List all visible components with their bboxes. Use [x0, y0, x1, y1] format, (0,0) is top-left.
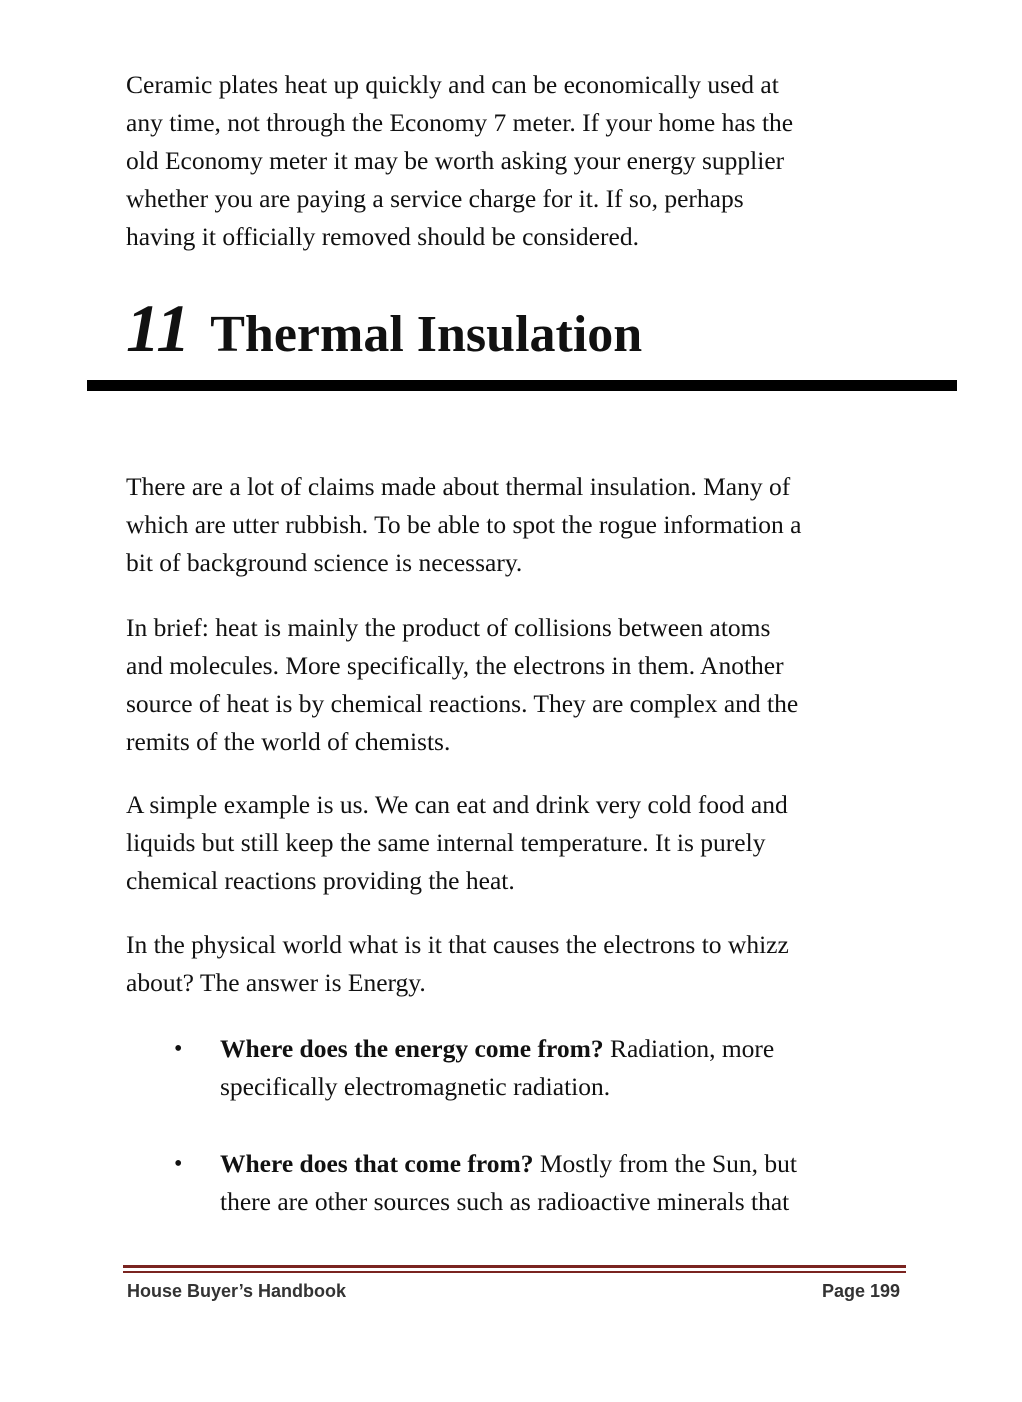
- footer-page-number: Page 199: [821, 1281, 900, 1301]
- bullet-body: [220, 1030, 910, 1106]
- paragraph-4-line-2: about? The answer is Energy.: [126, 968, 426, 997]
- paragraph-3: [126, 786, 906, 900]
- bullet-body: [220, 1145, 910, 1221]
- paragraph-2-line-1: In brief: heat is mainly the product of collisions between atoms: [126, 613, 771, 642]
- intro-line-5: having it officially removed should be considered.: [126, 222, 639, 251]
- paragraph-1-line-3: bit of background science is necessary.: [126, 548, 523, 577]
- chapter-divider: [87, 380, 957, 391]
- paragraph-2-line-3: source of heat is by chemical reactions. They are complex and the: [126, 689, 799, 718]
- intro-line-1: Ceramic plates heat up quickly and can be economically used at: [126, 70, 779, 99]
- paragraph-1-line-2: which are utter rubbish. To be able to spot the rogue information a: [126, 510, 802, 539]
- bullet-answer-line-1: Radiation, more: [603, 1034, 775, 1063]
- bullet-marker: •: [174, 1151, 183, 1177]
- paragraph-1: [126, 468, 906, 582]
- paragraph-3-line-2: liquids but still keep the same internal temperature. It is purely: [126, 828, 766, 857]
- paragraph-2-line-4: remits of the world of chemists.: [126, 727, 451, 756]
- footer-rule-thin: [123, 1271, 906, 1273]
- intro-paragraph: [126, 66, 906, 256]
- bullet-question: Where does the energy come from?: [220, 1034, 604, 1063]
- paragraph-2-line-2: and molecules. More specifically, the electrons in them. Another: [126, 651, 784, 680]
- bullet-question: Where does that come from?: [220, 1149, 534, 1178]
- intro-line-4: whether you are paying a service charge for it. If so, perhaps: [126, 184, 744, 213]
- paragraph-4: [126, 926, 906, 1002]
- footer-rule-thick: [123, 1265, 906, 1268]
- chapter-number: 11: [126, 290, 191, 366]
- paragraph-4-line-1: In the physical world what is it that causes the electrons to whizz: [126, 930, 789, 959]
- bullet-answer-line-1: Mostly from the Sun, but: [533, 1149, 797, 1178]
- intro-line-3: old Economy meter it may be worth asking your energy supplier: [126, 146, 785, 175]
- bullet-answer-line-2: specifically electromagnetic radiation.: [220, 1072, 611, 1101]
- bullet-marker: •: [174, 1036, 183, 1062]
- bullet-answer-line-2: there are other sources such as radioactive minerals that: [220, 1187, 790, 1216]
- footer-book-title: House Buyer’s Handbook: [127, 1281, 347, 1301]
- chapter-title: Thermal Insulation: [210, 306, 643, 363]
- paragraph-1-line-1: There are a lot of claims made about thermal insulation. Many of: [126, 472, 791, 501]
- paragraph-3-line-3: chemical reactions providing the heat.: [126, 866, 515, 895]
- intro-line-2: any time, not through the Economy 7 meter. If your home has the: [126, 108, 794, 137]
- paragraph-2: [126, 609, 906, 761]
- paragraph-3-line-1: A simple example is us. We can eat and drink very cold food and: [126, 790, 788, 819]
- chapter-heading: [126, 288, 642, 375]
